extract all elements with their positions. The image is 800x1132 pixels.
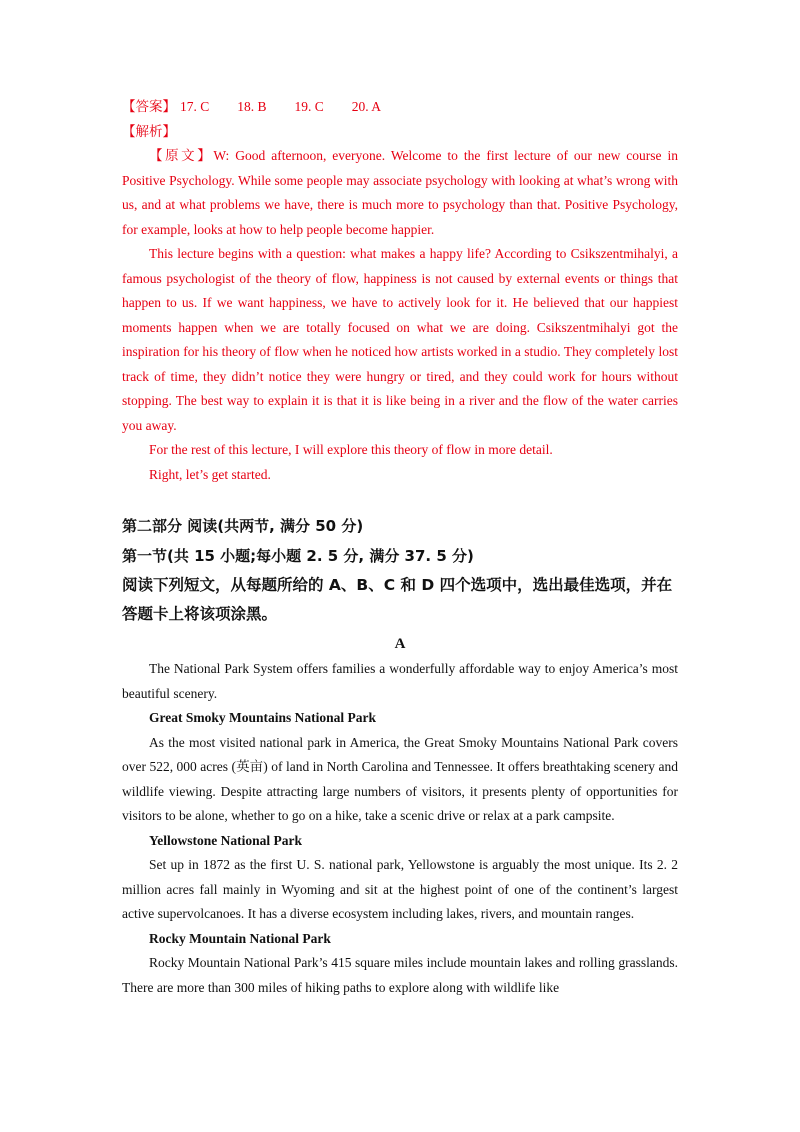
transcript-paragraph: 【原文】W: Good afternoon, everyone. Welcome to the first lecture of our new course in Positive Psychology. While some people may associate psychology with looking at what’s wrong with us, and at what problems we have, there is much more to psychology than that. Positive Psychology, for example, looks at how to help people become happier.: [122, 148, 678, 237]
part-heading: 第二部分 阅读(共两节, 满分 50 分): [122, 517, 364, 535]
answer-line: [122, 95, 678, 120]
spacer: [122, 487, 678, 511]
answer-label: 【答案】: [122, 99, 176, 114]
answer-item: 19. C: [294, 99, 324, 114]
transcript-paragraph: Right, let’s get started.: [149, 466, 271, 482]
park-description: Set up in 1872 as the first U. S. national park, Yellowstone is arguably the most unique. Its 2. 2 million acres fall mainly in Wyoming and sit at the highest point of one of the continent’s largest active supervolcanoes. It has a diverse ecosystem including lakes, rivers, and mountain ranges.: [122, 857, 678, 921]
park-description: Rocky Mountain National Park’s 415 square miles include mountain lakes and rolling grasslands. There are more than 300 miles of hiking paths to explore along with wildlife like: [122, 955, 678, 995]
document-page: [122, 95, 678, 1000]
instruction-text: 阅读下列短文，从每题所给的 A、B、C 和 D 四个选项中，选出最佳选项，并在答题卡上将该项涂黑。: [122, 576, 673, 623]
park-description: As the most visited national park in America, the Great Smoky Mountains National Park covers over 522, 000 acres (英亩) of land in North Carolina and Tennessee. It offers breathtaking scenery and wildlife viewing. Despite attracting large numbers of visitors, it presents plenty of opportunities for visitors to be alone, whether to go on a hike, take a scenic drive or relax at a park campsite.: [122, 734, 678, 823]
answer-item: 20. A: [351, 99, 382, 114]
park-title: Yellowstone National Park: [149, 832, 302, 848]
transcript-paragraph: For the rest of this lecture, I will explore this theory of flow in more detail.: [149, 442, 553, 457]
passage-label: A: [394, 636, 406, 652]
analysis-label: 【解析】: [122, 123, 176, 139]
answer-item: 18. B: [237, 99, 267, 114]
transcript-paragraph: This lecture begins with a question: what makes a happy life? According to Csikszentmihalyi, a famous psychologist of the theory of flow, happiness is not caused by external events or things that happen to us. If we want happiness, we have to actively look for it. He believed that our happiest moments happen when we are totally focused on what we are doing. Csikszentmihalyi got the inspiration for his theory of flow when he noticed how artists worked in a studio. They completely lost track of time, they didn’t notice they were hungry or tired, and they could work for hours without stopping. The best way to explain it is that it is like being in a river and the flow of the water carries you away.: [122, 246, 678, 433]
answer-item: 17. C: [180, 99, 210, 114]
section-heading: 第一节(共 15 小题;每小题 2. 5 分, 满分 37. 5 分): [122, 547, 474, 565]
passage-intro: The National Park System offers families a wonderfully affordable way to enjoy America’s most beautiful scenery.: [122, 661, 678, 701]
park-title: Rocky Mountain National Park: [149, 930, 331, 946]
park-title: Great Smoky Mountains National Park: [149, 710, 377, 725]
